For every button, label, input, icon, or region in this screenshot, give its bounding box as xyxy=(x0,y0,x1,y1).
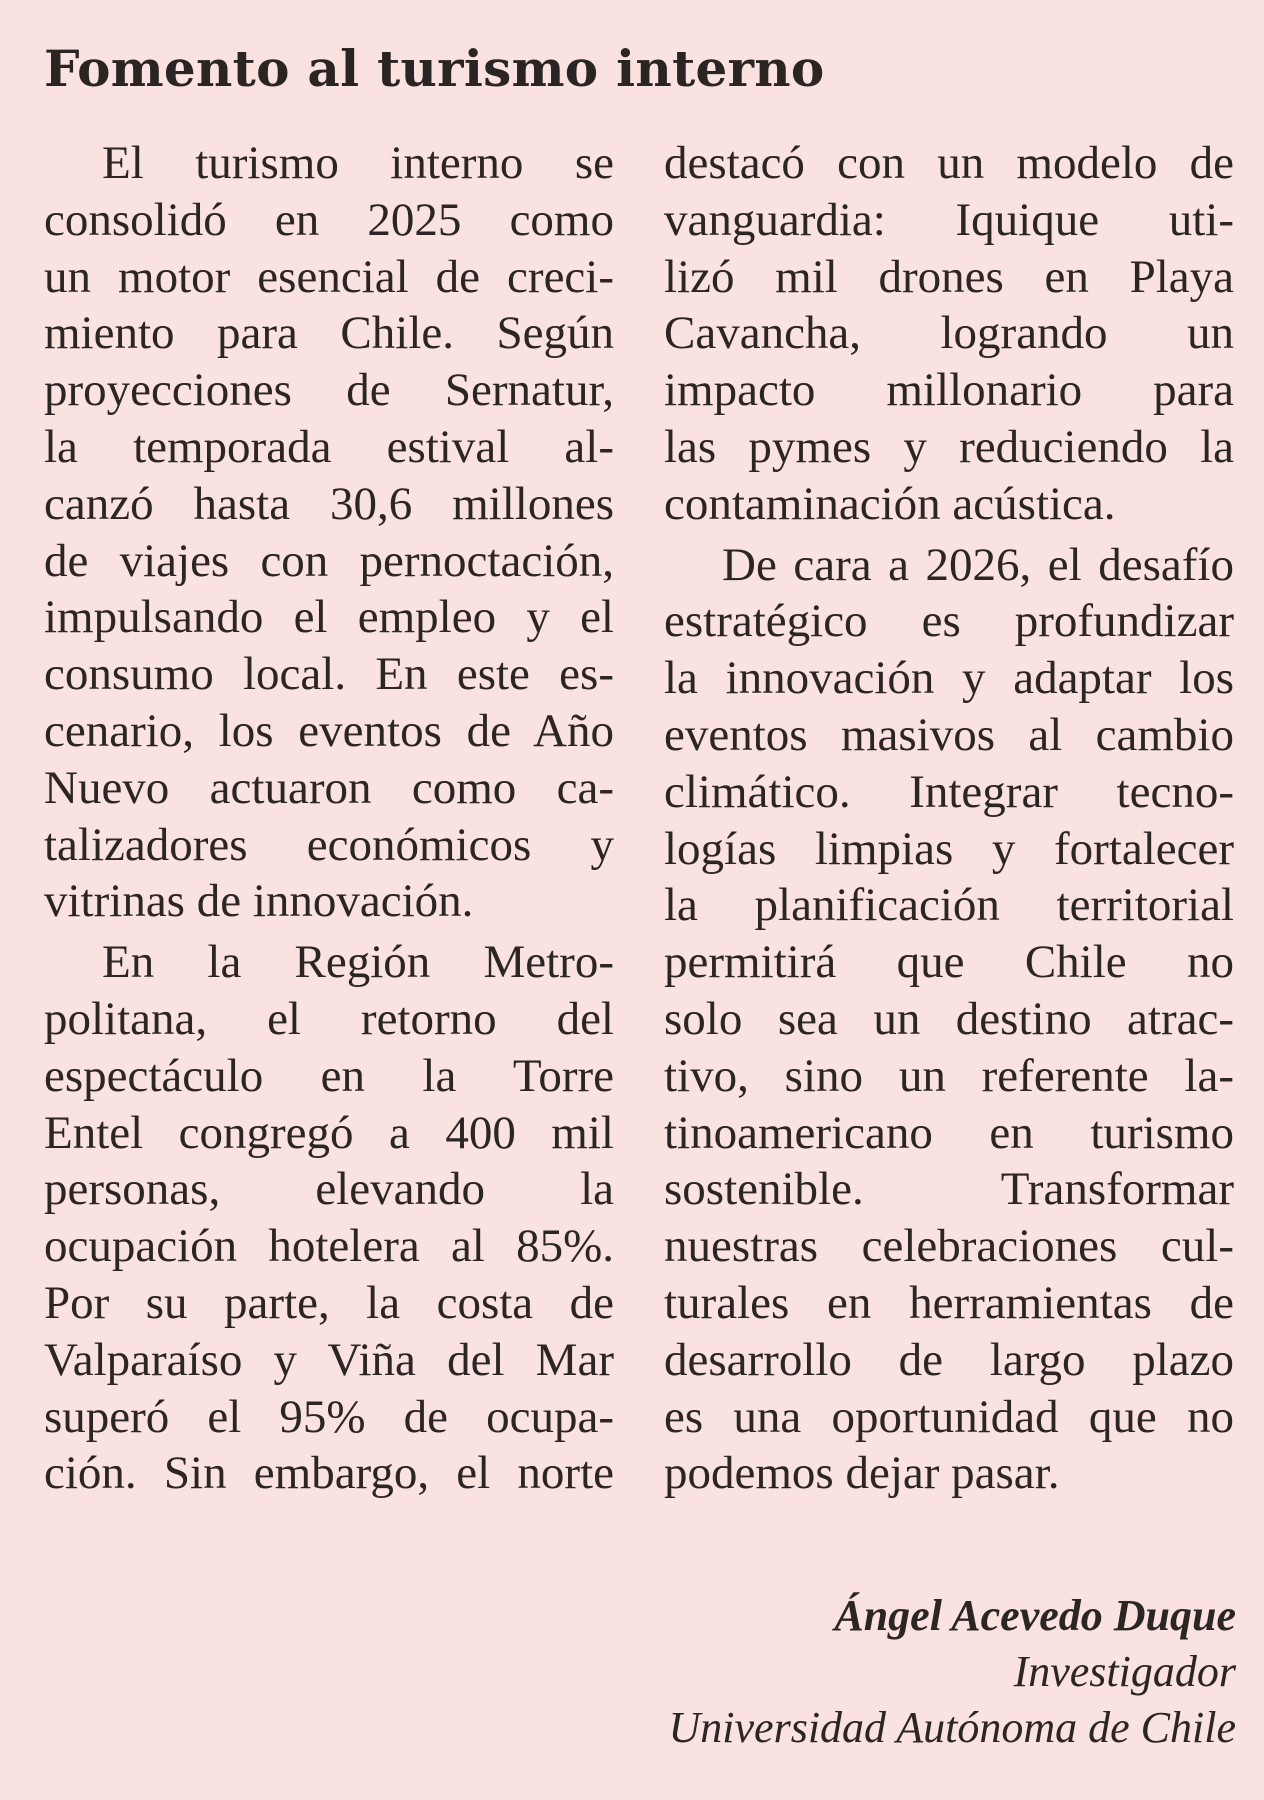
text-line: ocupación hotelera al 85%. xyxy=(44,1220,614,1273)
author-signature xyxy=(669,1588,1236,1756)
article-title: Fomento al turismo interno xyxy=(44,39,825,98)
text-line: tivo, sino un referente la- xyxy=(664,1049,1234,1102)
text-line: Nuevo actuaron como ca- xyxy=(44,761,614,814)
text-line: consumo local. En este es- xyxy=(44,648,614,701)
text-line: tinoamericano en turismo xyxy=(664,1106,1234,1159)
text-line: la planificación territorial xyxy=(664,879,1234,932)
author-organization: Universidad Autónoma de Chile xyxy=(668,1703,1236,1752)
text-line: miento para Chile. Según xyxy=(44,307,614,360)
author-role: Investigador xyxy=(1013,1647,1236,1696)
text-line: la innovación y adaptar los xyxy=(664,652,1234,705)
text-line: talizadores económicos y xyxy=(44,818,614,871)
text-line: impacto millonario para xyxy=(664,364,1234,417)
text-line: personas, elevando la xyxy=(44,1163,614,1216)
text-line: estratégico es profundizar xyxy=(664,595,1234,648)
text-line: sostenible. Transformar xyxy=(664,1163,1234,1216)
text-line: Valparaíso y Viña del Mar xyxy=(44,1333,614,1386)
text-line: Por su parte, la costa de xyxy=(44,1276,614,1329)
text-line: impulsando el empleo y el xyxy=(44,591,614,644)
text-line: solo sea un destino atrac- xyxy=(664,992,1234,1045)
right-column xyxy=(664,135,1234,1502)
text-line: nuestras celebraciones cul- xyxy=(664,1220,1234,1273)
text-line: vitrinas de innovación. xyxy=(44,875,474,928)
text-line: eventos masivos al cambio xyxy=(664,708,1234,761)
text-line: canzó hasta 30,6 millones xyxy=(44,477,614,530)
text-line: es una oportunidad que no xyxy=(664,1390,1234,1443)
text-line: desarrollo de largo plazo xyxy=(664,1333,1234,1386)
text-line: De cara a 2026, el desafío xyxy=(722,538,1234,591)
text-line: de viajes con pernoctación, xyxy=(44,534,614,587)
text-line: Cavancha, logrando un xyxy=(664,307,1234,360)
text-line: permitirá que Chile no xyxy=(664,936,1234,989)
text-line: las pymes y reduciendo la xyxy=(664,420,1234,473)
text-line: En la Región Metro- xyxy=(102,936,614,989)
text-line: ción. Sin embargo, el norte xyxy=(44,1447,614,1500)
text-line: Entel congregó a 400 mil xyxy=(44,1106,614,1159)
text-line: climático. Integrar tecno- xyxy=(664,765,1234,818)
text-line: logías limpias y fortalecer xyxy=(664,822,1234,875)
text-line: proyecciones de Sernatur, xyxy=(44,364,614,417)
text-line: destacó con un modelo de xyxy=(664,137,1234,189)
text-line: consolidó en 2025 como xyxy=(44,193,614,246)
text-line: superó el 95% de ocupa- xyxy=(44,1390,614,1443)
text-line: lizó mil drones en Playa xyxy=(664,250,1234,303)
text-line: espectáculo en la Torre xyxy=(44,1049,614,1102)
left-column xyxy=(44,135,614,1502)
text-line: turales en herramientas de xyxy=(664,1276,1234,1329)
text-line: vanguardia: Iquique uti- xyxy=(664,193,1234,246)
author-name: Ángel Acevedo Duque xyxy=(834,1591,1236,1640)
text-line: un motor esencial de creci- xyxy=(44,250,614,303)
text-line: El turismo interno se xyxy=(102,137,614,189)
text-line: podemos dejar pasar. xyxy=(664,1447,1060,1500)
text-line: cenario, los eventos de Año xyxy=(44,704,614,757)
text-line: contaminación acústica. xyxy=(664,477,1116,530)
text-line: politana, el retorno del xyxy=(44,992,614,1045)
text-line: la temporada estival al- xyxy=(44,420,614,473)
